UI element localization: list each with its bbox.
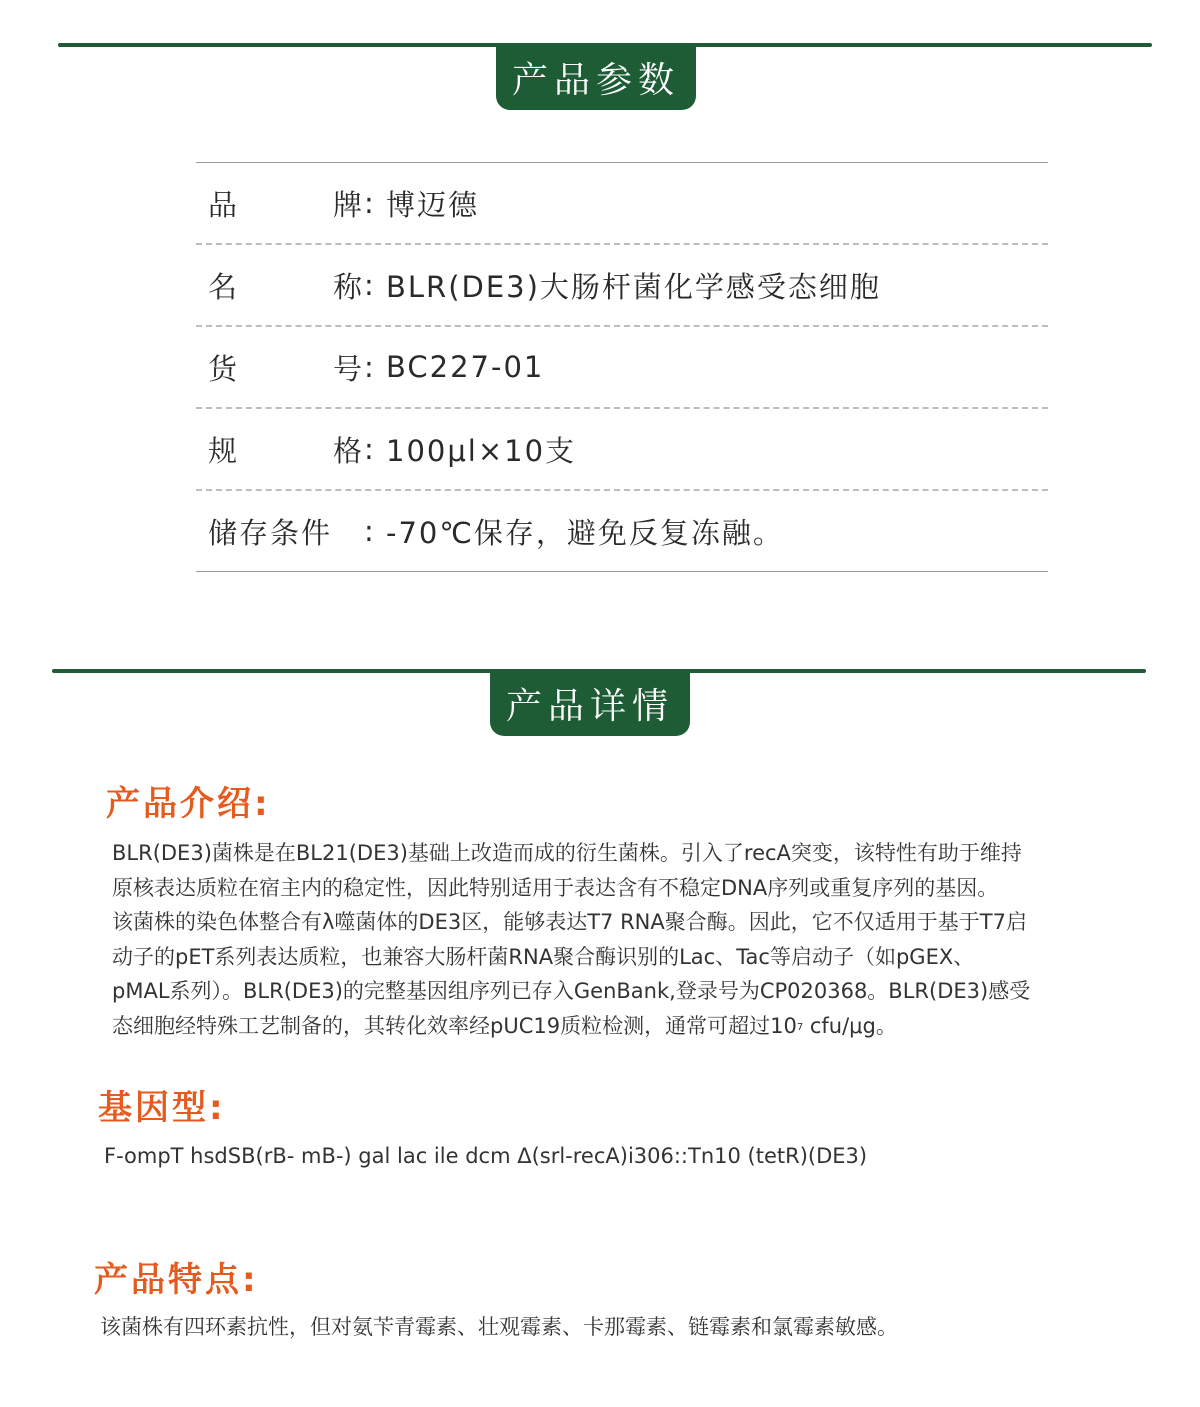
param-label-brand — [196, 183, 364, 224]
intro-heading: 产品介绍: — [106, 784, 271, 824]
details-section-title: 产品详情 — [490, 670, 690, 736]
param-label-name — [196, 265, 364, 306]
param-label-brand-char2: 牌 — [332, 187, 364, 222]
param-label-name-char2: 称 — [332, 269, 364, 304]
intro-line-last — [112, 1009, 1030, 1044]
param-label-spec — [196, 429, 364, 470]
intro-last-suffix: cfu/μg。 — [803, 1013, 897, 1038]
params-table — [196, 162, 1048, 572]
param-label-sku-char2: 号 — [332, 351, 364, 386]
details-section-header — [0, 666, 1200, 746]
genotype-heading: 基因型: — [98, 1088, 226, 1128]
intro-line: 动子的pET系列表达质粒，也兼容大肠杆菌RNA聚合酶识别的Lac、Tac等启动子（如pGEX、 — [112, 944, 975, 969]
param-value-spec: 100μl×10支 — [386, 433, 577, 468]
param-label-name-char1: 名 — [208, 269, 240, 304]
param-label-brand-char1: 品 — [208, 187, 240, 222]
param-row-brand — [196, 162, 1048, 245]
param-value-brand: 博迈德 — [386, 187, 480, 222]
features-text: 该菌株有四环素抗性，但对氨苄青霉素、壮观霉素、卡那霉素、链霉素和氯霉素敏感。 — [100, 1315, 898, 1339]
param-colon: : — [364, 350, 374, 384]
params-section-title: 产品参数 — [496, 44, 696, 110]
param-label-spec-char2: 格 — [332, 433, 364, 468]
param-label-sku — [196, 347, 364, 388]
intro-exponent: 7 — [796, 1021, 804, 1033]
param-row-storage — [196, 491, 1048, 572]
intro-line: pMAL系列）。BLR(DE3)的完整基因组序列已存入GenBank,登录号为CP020368。BLR(DE3)感受 — [112, 979, 1031, 1003]
intro-paragraph — [112, 836, 1030, 1043]
param-colon: : — [364, 432, 374, 466]
intro-line: 该菌株的染色体整合有λ噬菌体的DE3区，能够表达T7 RNA聚合酶。因此，它不仅适用于基于T7启 — [112, 910, 1027, 934]
param-value-name: BLR(DE3)大肠杆菌化学感受态细胞 — [386, 269, 881, 304]
param-row-sku — [196, 327, 1048, 409]
intro-line: BLR(DE3)菌株是在BL21(DE3)基础上改造而成的衍生菌株。引入了recA突变，该特性有助于维持 — [112, 841, 1022, 865]
param-label-storage: 储存条件 — [208, 515, 333, 550]
param-row-spec — [196, 409, 1048, 491]
genotype-text: F-ompT hsdSB(rB- mB-) gal lac ile dcm Δ(srl-recA)i306::Tn10 (tetR)(DE3) — [104, 1144, 868, 1168]
param-row-name — [196, 245, 1048, 327]
param-colon: : — [364, 186, 374, 220]
param-value-sku: BC227-01 — [386, 350, 545, 384]
param-label-spec-char1: 规 — [208, 433, 240, 468]
intro-last-prefix: 态细胞经特殊工艺制备的，其转化效率经pUC19质粒检测，通常可超过10 — [112, 1013, 797, 1038]
params-section-header — [0, 40, 1200, 120]
param-label-sku-char1: 货 — [208, 351, 240, 386]
param-colon: : — [364, 514, 374, 548]
intro-line: 原核表达质粒在宿主内的稳定性，因此特别适用于表达含有不稳定DNA序列或重复序列的基因。 — [112, 875, 999, 900]
features-heading: 产品特点: — [94, 1260, 259, 1300]
param-value-storage: -70℃保存，避免反复冻融。 — [386, 515, 784, 550]
param-colon: : — [364, 268, 374, 302]
